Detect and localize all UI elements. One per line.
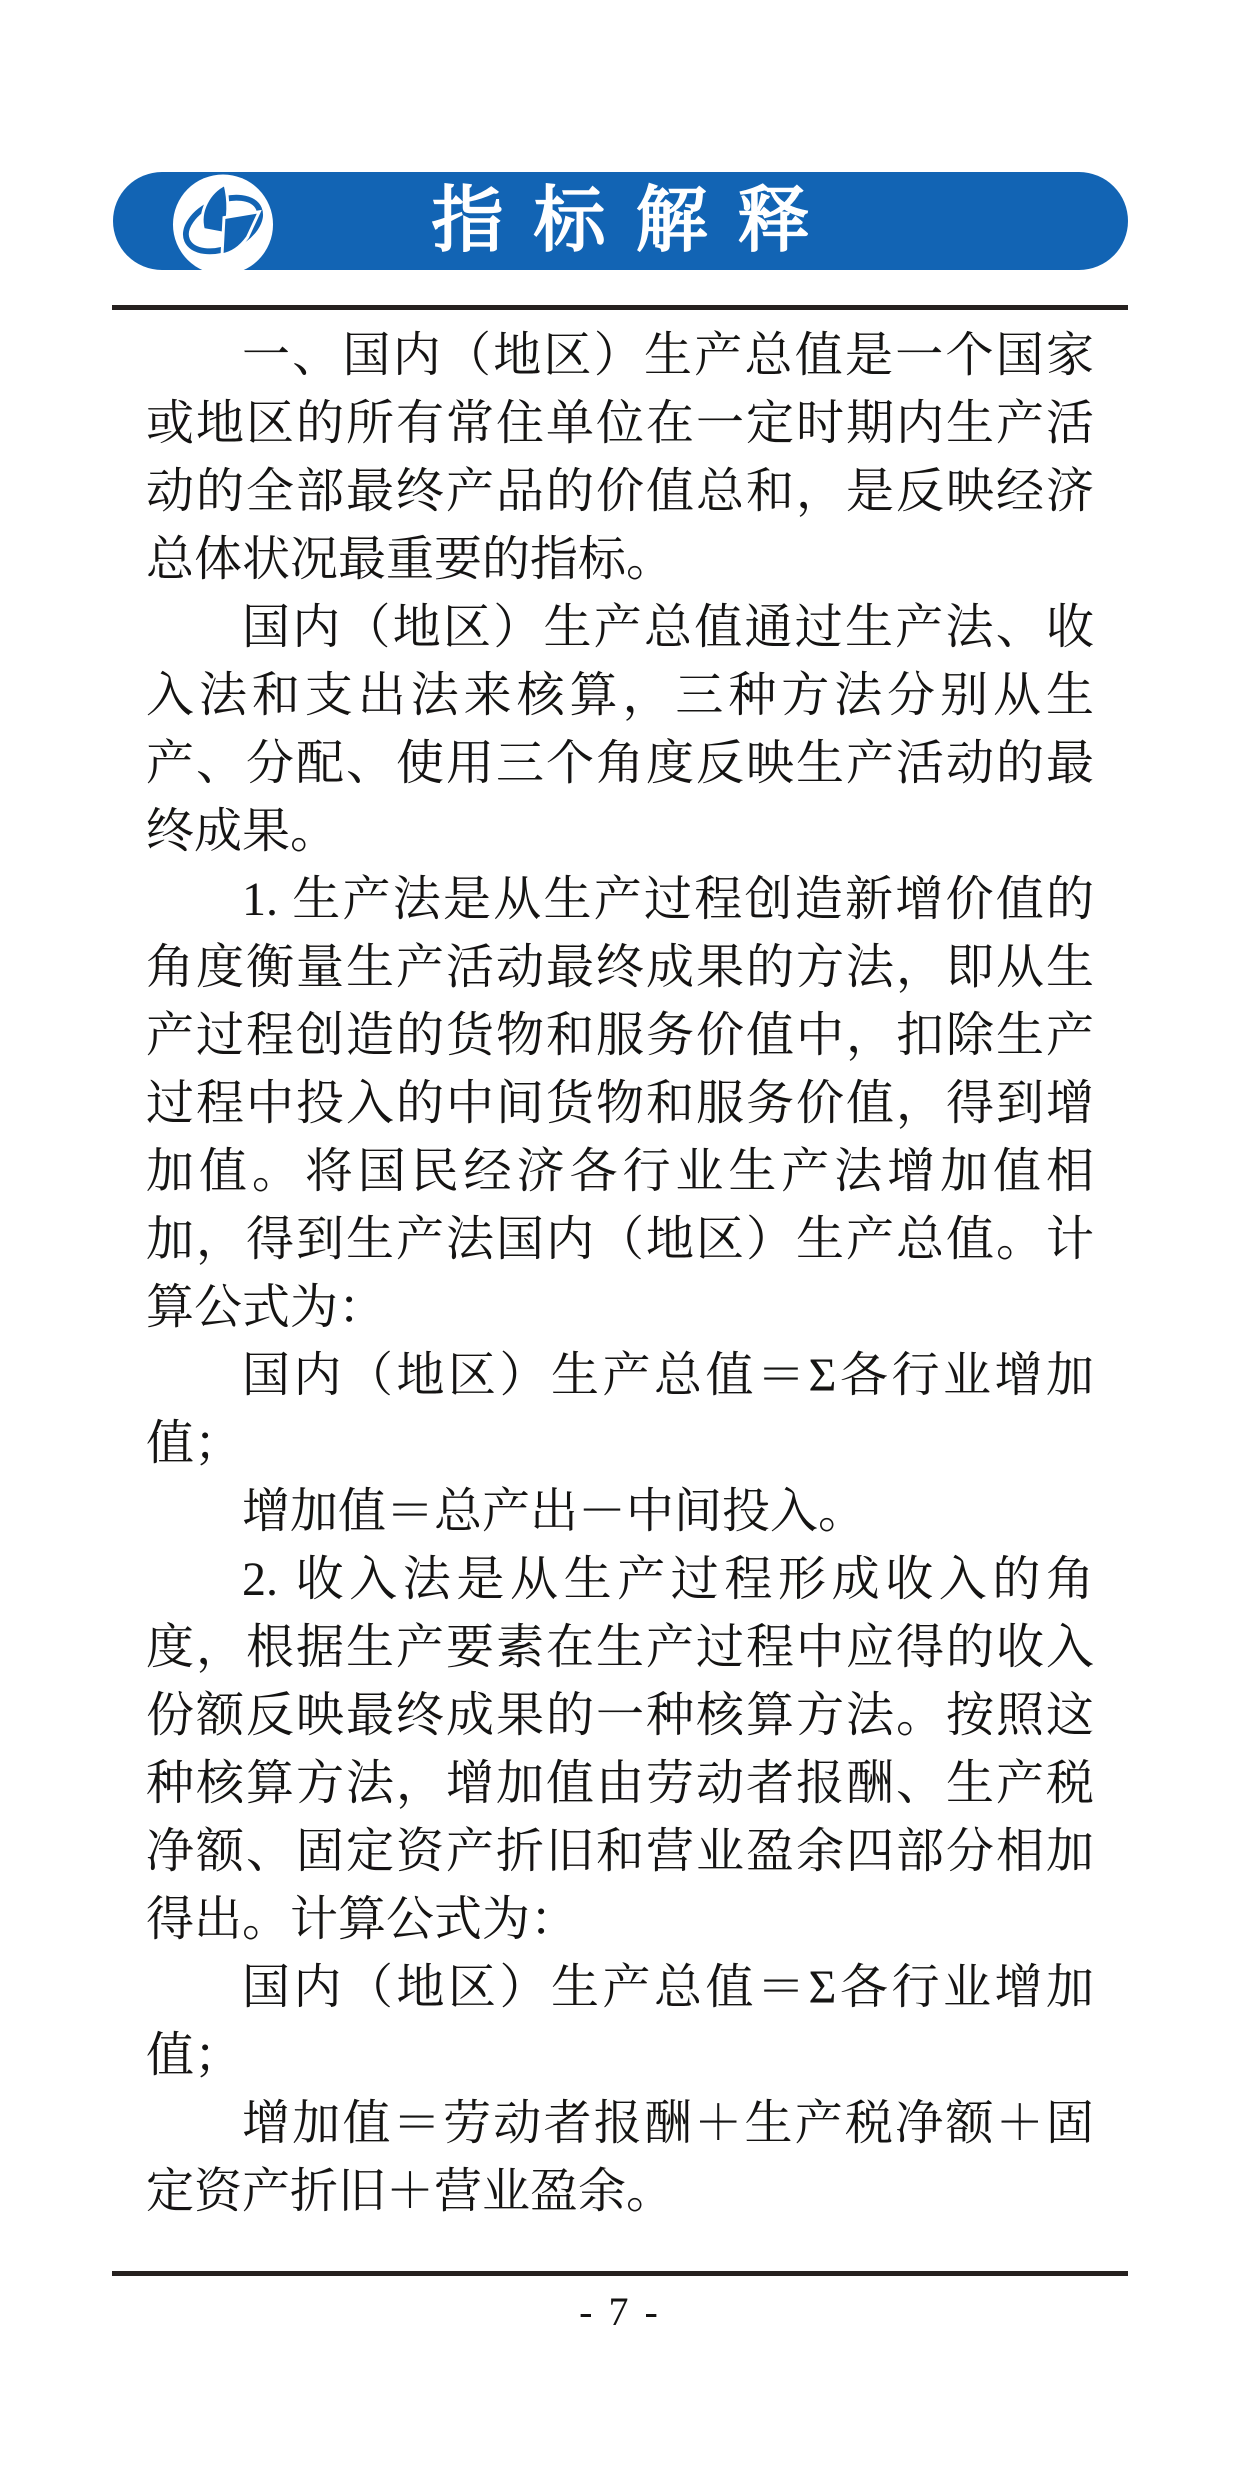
body-paragraph: 1. 生产法是从生产过程创造新增价值的角度衡量生产活动最终成果的方法，即从生产过程创造的货物和服务价值中，扣除生产过程中投入的中间货物和服务价值，得到增加值。将国民经济各行业生产法增加值相加，得到生产法国内（地区）生产总值。计算公式为： [146,873,1094,1334]
body-paragraph: 一、国内（地区）生产总值是一个国家或地区的所有常住单位在一定时期内生产活动的全部最终产品的价值总和，是反映经济总体状况最重要的指标。 [146,329,1094,586]
formula-paragraph: 国内（地区）生产总值＝Σ各行业增加值； [146,1961,1094,2082]
page-number: - 7 - [579,2289,661,2334]
page-title: 指标解释 [431,181,840,261]
body-paragraph: 国内（地区）生产总值通过生产法、收入法和支出法来核算，三种方法分别从生产、分配、使用三个角度反映生产活动的最终成果。 [146,601,1094,858]
body-text [146,322,1094,2226]
formula-paragraph: 增加值＝总产出－中间投入。 [242,1485,867,1538]
body-paragraph: 2. 收入法是从生产过程形成收入的角度，根据生产要素在生产过程中应得的收入份额反映最终成果的一种核算方法。按照这种核算方法，增加值由劳动者报酬、生产税净额、固定资产折旧和营业盈余四部分相加得出。计算公式为： [146,1553,1094,1946]
formula-paragraph: 增加值＝劳动者报酬＋生产税净额＋固定资产折旧＋营业盈余。 [146,2097,1094,2218]
header-divider [112,305,1128,310]
formula-paragraph: 国内（地区）生产总值＝Σ各行业增加值； [146,1349,1094,1470]
footer-divider [112,2271,1128,2276]
header-banner [113,172,1128,270]
